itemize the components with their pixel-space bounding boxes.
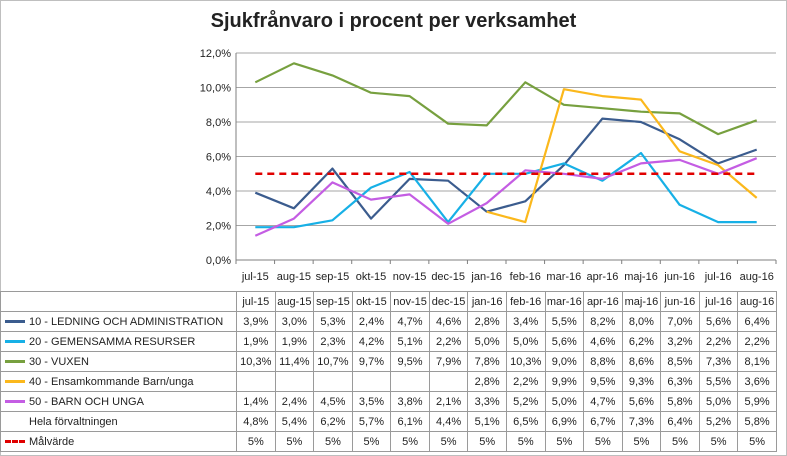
series-name: 30 - VUXEN — [29, 355, 89, 368]
series-label-cell — [1, 412, 237, 432]
table-cell: 5% — [622, 432, 661, 452]
table-cell: 5,5% — [699, 372, 738, 392]
table-corner — [1, 292, 237, 312]
table-cell — [314, 372, 353, 392]
table-cell: 5% — [584, 432, 623, 452]
table-cell: 2,3% — [314, 332, 353, 352]
table-cell: 5% — [545, 432, 584, 452]
table-cell: 1,4% — [237, 392, 276, 412]
legend-key — [5, 420, 25, 423]
table-cell: 5% — [275, 432, 314, 452]
table-cell: 6,3% — [661, 372, 700, 392]
series-name: 20 - GEMENSAMMA RESURSER — [29, 335, 196, 348]
y-tick-label: 8,0% — [205, 117, 231, 129]
table-cell: 1,9% — [237, 332, 276, 352]
series-name: 50 - BARN OCH UNGA — [29, 395, 144, 408]
table-cell: 5% — [699, 432, 738, 452]
x-tick-label: dec-15 — [431, 271, 465, 283]
table-cell: 5% — [738, 432, 777, 452]
table-cell: 5,4% — [275, 412, 314, 432]
table-cell: 2,8% — [468, 372, 507, 392]
table-cell: 5,2% — [506, 392, 545, 412]
table-cell: 5% — [661, 432, 700, 452]
series-line — [255, 63, 756, 134]
table-cell: 7,9% — [429, 352, 468, 372]
table-cell: 5% — [314, 432, 353, 452]
x-tick-label: jun-16 — [664, 271, 695, 283]
table-cell: 2,4% — [352, 312, 391, 332]
table-cell: 4,8% — [237, 412, 276, 432]
table-cell: 4,7% — [391, 312, 430, 332]
table-cell: 6,7% — [584, 412, 623, 432]
table-cell: 9,5% — [391, 352, 430, 372]
table-cell — [391, 372, 430, 392]
table-cell: 5% — [237, 432, 276, 452]
table-cell: 2,2% — [699, 332, 738, 352]
x-tick-label: mar-16 — [546, 271, 582, 283]
table-cell — [429, 372, 468, 392]
table-cell: 5% — [429, 432, 468, 452]
table-cell: 1,9% — [275, 332, 314, 352]
table-cell: 3,0% — [275, 312, 314, 332]
legend-key — [5, 400, 25, 403]
table-cell: 6,4% — [661, 412, 700, 432]
table-cell: 6,5% — [506, 412, 545, 432]
table-header-row — [1, 292, 777, 312]
series-name: Hela förvaltningen — [29, 415, 118, 428]
table-cell: 5% — [506, 432, 545, 452]
x-tick-label: maj-16 — [624, 271, 658, 283]
table-cell: 7,8% — [468, 352, 507, 372]
x-tick-label: jan-16 — [471, 271, 503, 283]
legend-key — [5, 340, 25, 343]
legend-key — [5, 360, 25, 363]
table-cell: 9,0% — [545, 352, 584, 372]
table-cell: 3,3% — [468, 392, 507, 412]
table-cell: 7,3% — [622, 412, 661, 432]
table-cell — [237, 372, 276, 392]
table-row — [1, 412, 777, 432]
series-line — [255, 119, 756, 219]
x-tick-label: aug-15 — [276, 271, 311, 283]
table-row — [1, 392, 777, 412]
table-cell: 5,6% — [699, 312, 738, 332]
series-label-cell — [1, 332, 237, 352]
table-cell: 6,2% — [622, 332, 661, 352]
x-tick-label: feb-16 — [509, 271, 541, 283]
table-column-header: mar-16 — [545, 292, 584, 312]
table-cell: 4,4% — [429, 412, 468, 432]
series-name: Målvärde — [29, 435, 75, 448]
x-tick-label: jul-15 — [241, 271, 269, 283]
table-row — [1, 372, 777, 392]
table-cell: 2,4% — [275, 392, 314, 412]
table-column-header: maj-16 — [622, 292, 661, 312]
series-label-cell — [1, 432, 237, 452]
y-tick-label: 10,0% — [199, 82, 231, 95]
series-label-cell — [1, 352, 237, 372]
table-cell: 7,0% — [661, 312, 700, 332]
table-cell: 5,2% — [699, 412, 738, 432]
y-tick-label: 0,0% — [205, 255, 231, 267]
table-cell: 7,3% — [699, 352, 738, 372]
table-cell: 9,5% — [584, 372, 623, 392]
table-row — [1, 352, 777, 372]
table-cell: 5,7% — [352, 412, 391, 432]
table-cell: 8,6% — [622, 352, 661, 372]
table-column-header: nov-15 — [391, 292, 430, 312]
series-label-cell — [1, 392, 237, 412]
table-cell: 5,1% — [391, 332, 430, 352]
table-cell: 2,2% — [429, 332, 468, 352]
table-row — [1, 432, 777, 452]
table-cell: 2,2% — [506, 372, 545, 392]
x-tick-label: jul-16 — [704, 271, 732, 283]
table-cell: 5,5% — [545, 312, 584, 332]
x-tick-label: aug-16 — [739, 271, 774, 283]
table-cell: 6,1% — [391, 412, 430, 432]
table-cell: 2,1% — [429, 392, 468, 412]
table-cell: 9,9% — [545, 372, 584, 392]
table-column-header: jul-15 — [237, 292, 276, 312]
data-table — [0, 291, 777, 452]
table-cell: 5,8% — [661, 392, 700, 412]
table-cell: 3,8% — [391, 392, 430, 412]
table-row — [1, 332, 777, 352]
table-cell: 8,0% — [622, 312, 661, 332]
table-cell: 3,2% — [661, 332, 700, 352]
table-cell: 3,5% — [352, 392, 391, 412]
table-cell: 5,0% — [468, 332, 507, 352]
table-column-header: jul-16 — [699, 292, 738, 312]
table-cell: 6,2% — [314, 412, 353, 432]
y-tick-label: 2,0% — [205, 220, 231, 233]
table-cell: 5,0% — [699, 392, 738, 412]
table-cell: 4,6% — [584, 332, 623, 352]
table-cell: 10,7% — [314, 352, 353, 372]
table-column-header: feb-16 — [506, 292, 545, 312]
table-cell: 5% — [391, 432, 430, 452]
table-cell: 5,1% — [468, 412, 507, 432]
table-cell: 8,1% — [738, 352, 777, 372]
table-cell: 5,0% — [506, 332, 545, 352]
table-cell: 4,2% — [352, 332, 391, 352]
table-cell: 3,6% — [738, 372, 777, 392]
table-cell: 5,0% — [545, 392, 584, 412]
table-cell: 6,9% — [545, 412, 584, 432]
chart-title: Sjukfrånvaro i procent per verksamhet — [210, 10, 577, 32]
table-cell: 11,4% — [275, 352, 314, 372]
table-cell: 5,6% — [622, 392, 661, 412]
x-tick-label: okt-15 — [355, 271, 387, 283]
table-cell: 10,3% — [506, 352, 545, 372]
y-tick-label: 12,0% — [199, 48, 231, 60]
table-column-header: jan-16 — [468, 292, 507, 312]
legend-key — [5, 320, 25, 323]
y-tick-label: 6,0% — [205, 151, 231, 164]
table-column-header: dec-15 — [429, 292, 468, 312]
table-column-header: jun-16 — [661, 292, 700, 312]
table-cell — [275, 372, 314, 392]
table-cell: 8,5% — [661, 352, 700, 372]
table-cell: 5,6% — [545, 332, 584, 352]
table-cell: 4,6% — [429, 312, 468, 332]
table-column-header: okt-15 — [352, 292, 391, 312]
table-column-header: aug-16 — [738, 292, 777, 312]
x-tick-label: apr-16 — [586, 271, 619, 283]
table-cell: 2,8% — [468, 312, 507, 332]
table-cell: 5,3% — [314, 312, 353, 332]
table-row — [1, 312, 777, 332]
table-cell — [352, 372, 391, 392]
table-column-header: aug-15 — [275, 292, 314, 312]
table-cell: 5,8% — [738, 412, 777, 432]
x-tick-label: sep-15 — [315, 271, 350, 283]
table-cell: 9,7% — [352, 352, 391, 372]
table-cell: 4,5% — [314, 392, 353, 412]
table-cell: 5,9% — [738, 392, 777, 412]
legend-key — [5, 380, 25, 383]
table-cell: 5% — [468, 432, 507, 452]
table-cell: 3,4% — [506, 312, 545, 332]
series-label-cell — [1, 372, 237, 392]
table-cell: 4,7% — [584, 392, 623, 412]
table-cell: 5% — [352, 432, 391, 452]
x-tick-label: nov-15 — [392, 271, 427, 283]
table-cell: 3,9% — [237, 312, 276, 332]
legend-key — [5, 440, 25, 443]
series-label-cell — [1, 312, 237, 332]
table-cell: 9,3% — [622, 372, 661, 392]
table-cell: 8,2% — [584, 312, 623, 332]
table-column-header: sep-15 — [314, 292, 353, 312]
table-cell: 8,8% — [584, 352, 623, 372]
series-name: 40 - Ensamkommande Barn/unga — [29, 375, 194, 388]
table-cell: 6,4% — [738, 312, 777, 332]
series-name: 10 - LEDNING OCH ADMINISTRATION — [29, 315, 224, 328]
table-cell: 2,2% — [738, 332, 777, 352]
table-cell: 10,3% — [237, 352, 276, 372]
y-tick-label: 4,0% — [205, 186, 231, 198]
table-column-header: apr-16 — [584, 292, 623, 312]
